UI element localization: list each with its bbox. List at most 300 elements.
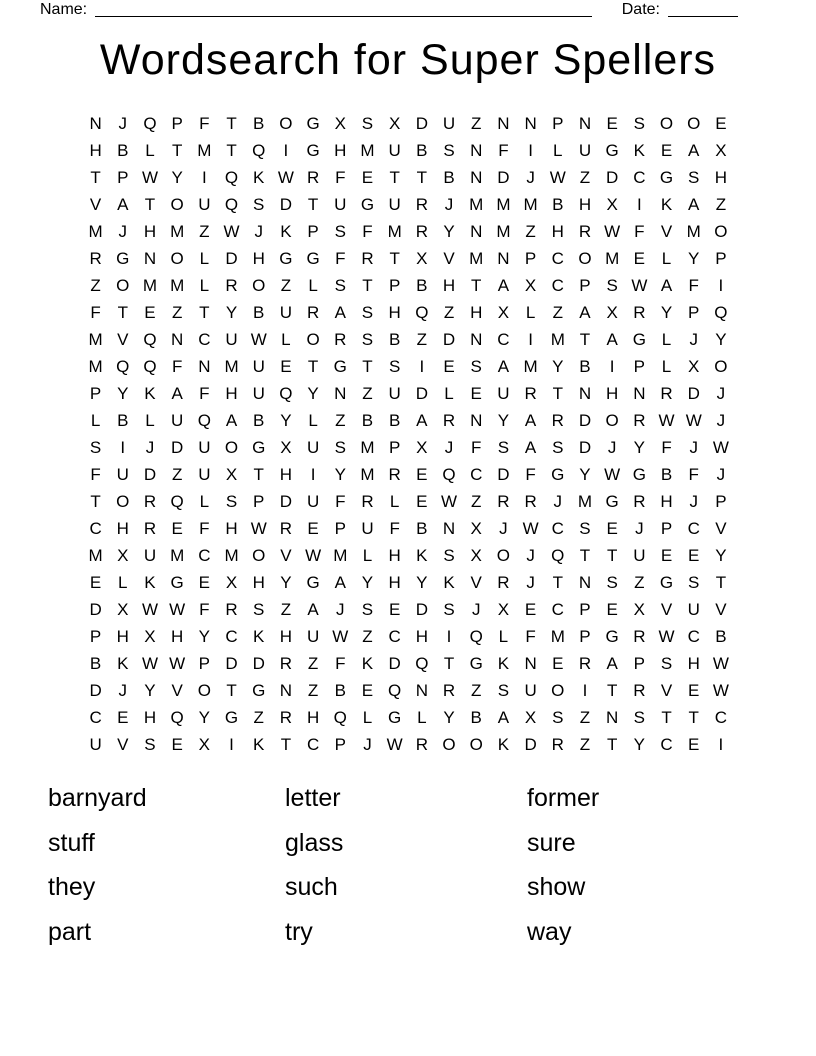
grid-letter: U (442, 114, 456, 133)
grid-letter: T (416, 168, 428, 187)
grid-letter: Z (199, 222, 210, 241)
grid-letter: Q (143, 357, 157, 376)
grid-letter: L (498, 627, 509, 646)
grid-letter: I (120, 438, 126, 457)
grid-letter: R (388, 465, 401, 484)
grid-letter: U (171, 411, 184, 430)
grid-letter: P (633, 357, 646, 376)
grid-letter: K (144, 573, 156, 592)
grid-letter: O (306, 330, 320, 349)
grid-letter: H (334, 141, 347, 160)
grid-letter: L (444, 384, 454, 403)
grid-letter: O (551, 681, 565, 700)
grid-letter: Q (224, 168, 239, 187)
grid-letter: L (199, 492, 210, 511)
grid-letter: V (715, 600, 727, 619)
grid-letter: Z (253, 708, 264, 727)
grid-letter: A (171, 384, 183, 403)
word-list-column (527, 776, 599, 954)
grid-letter: H (388, 546, 401, 565)
grid-letter: N (524, 654, 537, 673)
word-item: they (48, 873, 96, 901)
grid-letter: H (252, 249, 265, 268)
grid-letter: X (606, 195, 618, 214)
grid-letter: C (89, 519, 102, 538)
grid-letter: P (715, 492, 727, 511)
grid-letter: R (415, 222, 428, 241)
grid-letter: O (197, 681, 211, 700)
grid-letter: S (443, 546, 455, 565)
grid-letter: T (579, 546, 591, 565)
grid-letter: L (362, 546, 373, 565)
grid-letter: D (143, 465, 157, 484)
grid-letter: J (635, 519, 644, 538)
name-blank-line (95, 1, 592, 17)
grid-letter: B (579, 357, 591, 376)
grid-letter: G (279, 249, 293, 268)
grid-letter: U (306, 438, 320, 457)
grid-letter: C (714, 708, 728, 727)
grid-letter: R (361, 492, 374, 511)
grid-letter: C (633, 168, 646, 187)
grid-letter: W (305, 546, 322, 565)
grid-letter: W (658, 627, 675, 646)
grid-letter: C (687, 627, 700, 646)
grid-letter: A (524, 411, 537, 430)
grid-letter: N (415, 681, 428, 700)
grid-letter: O (116, 492, 130, 511)
grid-letter: F (471, 438, 482, 457)
grid-letter: T (606, 681, 618, 700)
grid-letter: C (225, 627, 238, 646)
grid-letter: S (660, 654, 673, 673)
grid-letter: M (224, 357, 239, 376)
grid-letter: P (524, 249, 537, 268)
grid-letter: W (250, 519, 267, 538)
grid-letter: S (470, 357, 482, 376)
grid-letter: N (279, 681, 293, 700)
grid-letter: Q (714, 303, 728, 322)
grid-letter: G (659, 168, 674, 187)
grid-letter: W (250, 330, 267, 349)
grid-letter: S (443, 600, 455, 619)
grid-letter: T (90, 492, 101, 511)
grid-letter: M (496, 195, 511, 214)
grid-letter: O (224, 438, 239, 457)
grid-letter: T (144, 195, 156, 214)
grid-letter: W (685, 411, 702, 430)
word-item: glass (285, 828, 344, 857)
grid-letter: E (606, 114, 618, 133)
grid-letter: S (388, 357, 401, 376)
grid-letter: U (334, 195, 347, 214)
grid-letter: U (143, 546, 157, 565)
grid-letter: L (199, 276, 210, 295)
grid-letter: Y (171, 168, 183, 187)
grid-letter: G (605, 492, 619, 511)
grid-letter: F (362, 222, 373, 241)
grid-letter: N (89, 114, 102, 133)
grid-letter: B (388, 330, 401, 349)
grid-letter: P (89, 627, 102, 646)
grid-letter: F (688, 276, 699, 295)
grid-letter: G (306, 573, 320, 592)
grid-letter: U (225, 330, 238, 349)
grid-letter: D (415, 600, 428, 619)
grid-letter: C (551, 249, 564, 268)
grid-letter: G (333, 357, 347, 376)
grid-letter: D (225, 249, 238, 268)
grid-letter: E (171, 519, 183, 538)
grid-letter: H (388, 573, 401, 592)
grid-letter: P (388, 276, 401, 295)
grid-letter: I (718, 276, 724, 295)
grid-letter: B (253, 411, 265, 430)
grid-letter: M (360, 141, 375, 160)
grid-letter: K (117, 654, 129, 673)
grid-letter: D (578, 438, 592, 457)
grid-letter: R (415, 735, 428, 754)
grid-letter: W (277, 168, 294, 187)
grid-letter: R (633, 411, 646, 430)
grid-letter: F (199, 114, 210, 133)
grid-letter: X (497, 600, 510, 619)
grid-letter: R (306, 168, 320, 187)
grid-letter: Y (361, 573, 374, 592)
grid-letter: P (388, 438, 401, 457)
page-title: Wordsearch for Super Spellers (99, 36, 717, 84)
grid-letter: X (225, 573, 238, 592)
grid-letter: C (89, 708, 102, 727)
grid-letter: T (661, 708, 672, 727)
word-item: stuff (48, 828, 95, 857)
grid-letter: N (524, 114, 537, 133)
grid-letter: H (470, 303, 483, 322)
grid-letter: H (116, 627, 129, 646)
grid-letter: T (362, 357, 373, 376)
grid-letter: E (361, 681, 374, 700)
grid-letter: U (361, 519, 374, 538)
word-item: way (527, 917, 572, 946)
grid-letter: Z (416, 330, 428, 349)
grid-letter: F (90, 303, 101, 322)
grid-letter: H (578, 195, 592, 214)
grid-letter: F (199, 600, 210, 619)
grid-letter: X (198, 735, 211, 754)
grid-letter: T (471, 276, 482, 295)
grid-letter: U (306, 492, 320, 511)
grid-letter: U (279, 303, 293, 322)
grid-letter: B (416, 141, 428, 160)
grid-letter: P (307, 222, 319, 241)
grid-letter: F (688, 465, 699, 484)
grid-letter: Q (279, 384, 293, 403)
grid-letter: N (470, 411, 483, 430)
grid-letter: P (334, 735, 346, 754)
grid-letter: I (419, 357, 425, 376)
grid-letter: Y (633, 735, 646, 754)
grid-letter: I (528, 330, 533, 349)
grid-letter: N (143, 249, 157, 268)
grid-letter: X (117, 600, 129, 619)
grid-letter: M (605, 249, 620, 268)
grid-letter: Y (579, 465, 591, 484)
grid-letter: F (389, 519, 400, 538)
grid-letter: M (360, 438, 375, 457)
grid-letter: E (416, 465, 428, 484)
grid-letter: X (688, 357, 700, 376)
wordsearch-grid (82, 110, 735, 758)
grid-letter: M (170, 546, 185, 565)
grid-letter: Q (415, 303, 429, 322)
grid-letter: S (89, 438, 102, 457)
grid-letter: R (442, 411, 456, 430)
grid-letter: W (712, 654, 729, 673)
date-blank-line (668, 1, 738, 17)
grid-letter: Z (307, 681, 319, 700)
grid-letter: I (283, 141, 289, 160)
grid-letter: D (279, 492, 293, 511)
grid-letter: J (526, 168, 535, 187)
grid-letter: O (578, 249, 592, 268)
grid-letter: M (333, 546, 348, 565)
grid-letter: O (170, 195, 184, 214)
grid-letter: C (551, 600, 564, 619)
grid-letter: I (609, 357, 615, 376)
grid-letter: S (633, 114, 646, 133)
grid-letter: A (416, 411, 428, 430)
grid-letter: F (634, 222, 645, 241)
grid-letter: X (416, 249, 428, 268)
grid-letter: F (525, 627, 536, 646)
grid-letter: G (116, 249, 130, 268)
grid-letter: B (253, 114, 265, 133)
grid-letter: J (716, 411, 726, 430)
grid-letter: V (660, 681, 673, 700)
grid-letter: E (688, 735, 700, 754)
grid-letter: W (712, 438, 729, 457)
grid-letter: D (279, 195, 293, 214)
grid-letter: Z (634, 573, 645, 592)
grid-letter: K (253, 627, 265, 646)
grid-letter: M (387, 222, 402, 241)
grid-letter: S (361, 114, 374, 133)
grid-letter: P (633, 654, 646, 673)
grid-letter: M (686, 222, 701, 241)
grid-letter: J (689, 492, 698, 511)
grid-letter: E (688, 681, 700, 700)
grid-letter: N (497, 114, 510, 133)
grid-letter: B (470, 708, 482, 727)
grid-letter: O (442, 735, 456, 754)
grid-letter: S (253, 195, 265, 214)
grid-letter: E (307, 519, 319, 538)
grid-letter: U (388, 195, 401, 214)
grid-letter: S (688, 168, 700, 187)
grid-letter: S (253, 600, 265, 619)
grid-letter: W (604, 465, 621, 484)
grid-letter: T (552, 573, 563, 592)
grid-letter: W (223, 222, 240, 241)
grid-letter: K (144, 384, 156, 403)
grid-letter: H (116, 519, 129, 538)
grid-letter: G (659, 573, 674, 592)
grid-letter: R (143, 492, 157, 511)
grid-letter: Y (198, 708, 211, 727)
grid-letter: X (633, 600, 646, 619)
grid-letter: F (199, 384, 210, 403)
grid-letter: J (471, 600, 481, 619)
grid-letter: L (308, 276, 318, 295)
grid-letter: E (361, 168, 374, 187)
grid-letter: Y (715, 546, 727, 565)
grid-letter: P (688, 303, 700, 322)
grid-letter: X (606, 303, 618, 322)
grid-letter: Q (170, 492, 184, 511)
grid-letter: F (171, 357, 183, 376)
grid-letter: G (224, 708, 239, 727)
grid-letter: S (334, 222, 346, 241)
grid-letter: Y (443, 708, 455, 727)
grid-letter: O (252, 546, 266, 565)
grid-letter: K (253, 168, 265, 187)
grid-letter: Z (362, 627, 373, 646)
grid-letter: T (606, 735, 618, 754)
word-item: letter (285, 784, 341, 812)
grid-letter: T (253, 465, 264, 484)
grid-letter: A (688, 195, 700, 214)
grid-letter: V (280, 546, 292, 565)
grid-letter: Z (443, 303, 455, 322)
grid-letter: Q (252, 141, 266, 160)
grid-letter: B (361, 411, 374, 430)
grid-letter: P (579, 276, 591, 295)
grid-letter: J (336, 600, 345, 619)
grid-letter: F (335, 492, 346, 511)
grid-letter: W (386, 735, 403, 754)
grid-letter: I (636, 195, 642, 214)
word-list-column (48, 776, 147, 954)
grid-letter: I (201, 168, 207, 187)
grid-letter: X (524, 708, 537, 727)
grid-letter: H (279, 465, 293, 484)
grid-letter: T (199, 303, 210, 322)
grid-letter: X (497, 303, 510, 322)
grid-letter: G (306, 141, 320, 160)
grid-letter: R (442, 681, 456, 700)
grid-letter: W (169, 600, 186, 619)
grid-letter: R (633, 492, 646, 511)
grid-letter: S (497, 438, 510, 457)
grid-letter: M (224, 546, 239, 565)
grid-letter: M (550, 330, 565, 349)
grid-letter: E (633, 249, 646, 268)
grid-letter: R (361, 249, 374, 268)
grid-letter: D (89, 600, 102, 619)
grid-letter: R (578, 654, 592, 673)
grid-letter: J (553, 492, 563, 511)
grid-letter: K (416, 546, 428, 565)
grid-letter: S (606, 276, 618, 295)
grid-letter: S (497, 681, 510, 700)
grid-letter: B (416, 519, 428, 538)
grid-letter: M (88, 546, 103, 565)
grid-letter: U (89, 735, 102, 754)
grid-letter: Y (334, 465, 346, 484)
grid-letter: E (388, 600, 401, 619)
grid-letter: D (89, 681, 102, 700)
grid-letter: W (441, 492, 458, 511)
grid-letter: T (117, 303, 128, 322)
word-list (0, 776, 816, 976)
grid-letter: X (280, 438, 292, 457)
grid-letter: E (660, 546, 673, 565)
grid-letter: O (252, 276, 266, 295)
grid-letter: I (310, 465, 316, 484)
grid-letter: W (522, 519, 539, 538)
grid-letter: P (334, 519, 346, 538)
grid-letter: R (415, 195, 428, 214)
grid-letter: O (714, 357, 728, 376)
grid-letter: N (198, 357, 211, 376)
grid-letter: E (280, 357, 292, 376)
grid-letter: J (444, 195, 454, 214)
grid-letter: U (198, 438, 211, 457)
grid-letter: W (169, 654, 186, 673)
grid-letter: X (715, 141, 727, 160)
grid-letter: J (118, 681, 128, 700)
grid-letter: K (497, 735, 510, 754)
grid-letter: V (715, 519, 727, 538)
grid-letter: W (604, 222, 621, 241)
grid-letter: W (658, 411, 675, 430)
grid-letter: F (335, 654, 346, 673)
grid-letter: E (552, 654, 564, 673)
grid-letter: A (334, 573, 346, 592)
grid-letter: Y (416, 573, 428, 592)
grid-letter: V (660, 600, 673, 619)
grid-letter: D (578, 411, 592, 430)
grid-letter: Q (333, 708, 347, 727)
grid-letter: T (443, 654, 455, 673)
grid-letter: F (525, 465, 536, 484)
grid-letter: U (198, 465, 211, 484)
grid-letter: Y (688, 249, 700, 268)
grid-letter: J (716, 465, 726, 484)
date-label: Date: (621, 1, 660, 18)
grid-letter: A (688, 141, 700, 160)
grid-letter: Z (90, 276, 101, 295)
grid-letter: D (171, 438, 184, 457)
grid-letter: R (497, 573, 510, 592)
grid-letter: S (606, 573, 618, 592)
grid-letter: R (225, 276, 238, 295)
grid-letter: W (141, 168, 158, 187)
grid-letter: U (388, 384, 401, 403)
grid-letter: Z (579, 708, 591, 727)
grid-letter: C (551, 276, 564, 295)
grid-letter: Z (335, 411, 346, 430)
grid-letter: P (579, 600, 591, 619)
grid-letter: U (252, 357, 265, 376)
grid-letter: G (252, 438, 266, 457)
grid-letter: G (388, 708, 402, 727)
grid-letter: R (660, 384, 673, 403)
grid-letter: Y (198, 627, 211, 646)
grid-letter: T (389, 249, 400, 268)
grid-letter: C (551, 519, 564, 538)
grid-letter: L (661, 357, 672, 376)
